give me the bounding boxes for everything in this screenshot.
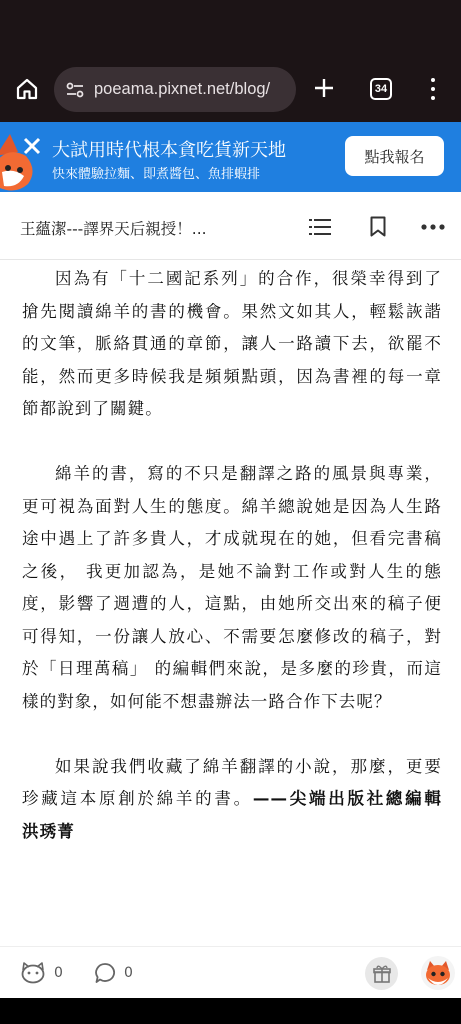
ad-subtitle: 快來體驗拉麵、即煮醬包、魚排蝦排 (52, 167, 261, 182)
bottom-action-bar (0, 946, 461, 998)
url-text: poeama.pixnet.net/blog/ (94, 80, 271, 98)
fox-avatar-button[interactable] (421, 956, 455, 990)
fox-mascot-icon (0, 122, 50, 192)
browser-toolbar (0, 58, 461, 122)
article-body (22, 263, 460, 848)
ad-banner[interactable] (0, 122, 461, 192)
article-signature: ——尖端出版社總編輯 洪琇菁 (22, 789, 460, 841)
article-header (0, 192, 461, 260)
fox-avatar-icon (421, 956, 455, 990)
more-icon[interactable] (421, 224, 445, 230)
toc-list-icon[interactable] (309, 218, 331, 236)
comment-icon[interactable] (94, 962, 116, 984)
tab-count: 34 (374, 83, 388, 95)
home-icon (15, 77, 39, 101)
address-bar[interactable] (54, 67, 296, 112)
new-tab-button[interactable] (311, 75, 337, 101)
close-icon[interactable] (22, 136, 42, 156)
status-bar (0, 0, 461, 58)
tabs-icon[interactable] (370, 78, 392, 100)
reaction-icon[interactable] (20, 962, 46, 984)
article-paragraph (22, 751, 460, 849)
article-paragraph: 因為有「十二國記系列」的合作，很榮幸得到了搶先閱讀綿羊的書的機會。果然文如其人，輕鬆詼諧的文筆，脈絡貫通的章節，讓人一路讀下去，欲罷不能，然而更多時候我是頻頻點頭，因為書裡的每一章節都說到了關鍵。 (22, 269, 442, 418)
article-paragraph-text: 如果說我們收藏了綿羊翻譯的小說，那麼，更要珍藏這本原創於綿羊的書。 (22, 756, 442, 808)
article-paragraph: 綿羊的書，寫的不只是翻譯之路的風景與專業，更可視為面對人生的態度。綿羊總說她是因為人生路途中遇上了許多貴人，才成就現在的她，但看完書稿之後， 我更加認為，是她不論對工作或對人生的態度，影響了週遭的人，這點，由她所交出來的稿子便可得知，一份讓人放心、不需要怎麼修改的稿子，對於「日理萬稿」 的編輯們來說，是多麼的珍貴，而這樣的對象，如何能不想盡辦法一路合作下去呢？ (22, 464, 442, 711)
overflow-menu-icon[interactable] (424, 76, 442, 102)
gift-button[interactable] (365, 957, 398, 990)
home-button[interactable] (12, 74, 42, 104)
comment-count: 0 (124, 965, 133, 981)
article-title: 王蘊潔---譯界天后親授！... (20, 220, 207, 238)
gift-icon (372, 964, 392, 984)
bookmark-icon[interactable] (370, 216, 386, 237)
site-settings-icon[interactable] (64, 79, 86, 101)
plus-icon (311, 75, 337, 101)
ad-title: 大試用時代根本貪吃貨新天地 (52, 140, 286, 161)
reaction-count: 0 (54, 965, 63, 981)
ad-signup-button[interactable]: 點我報名 (345, 136, 444, 176)
system-nav-bar (0, 998, 461, 1024)
